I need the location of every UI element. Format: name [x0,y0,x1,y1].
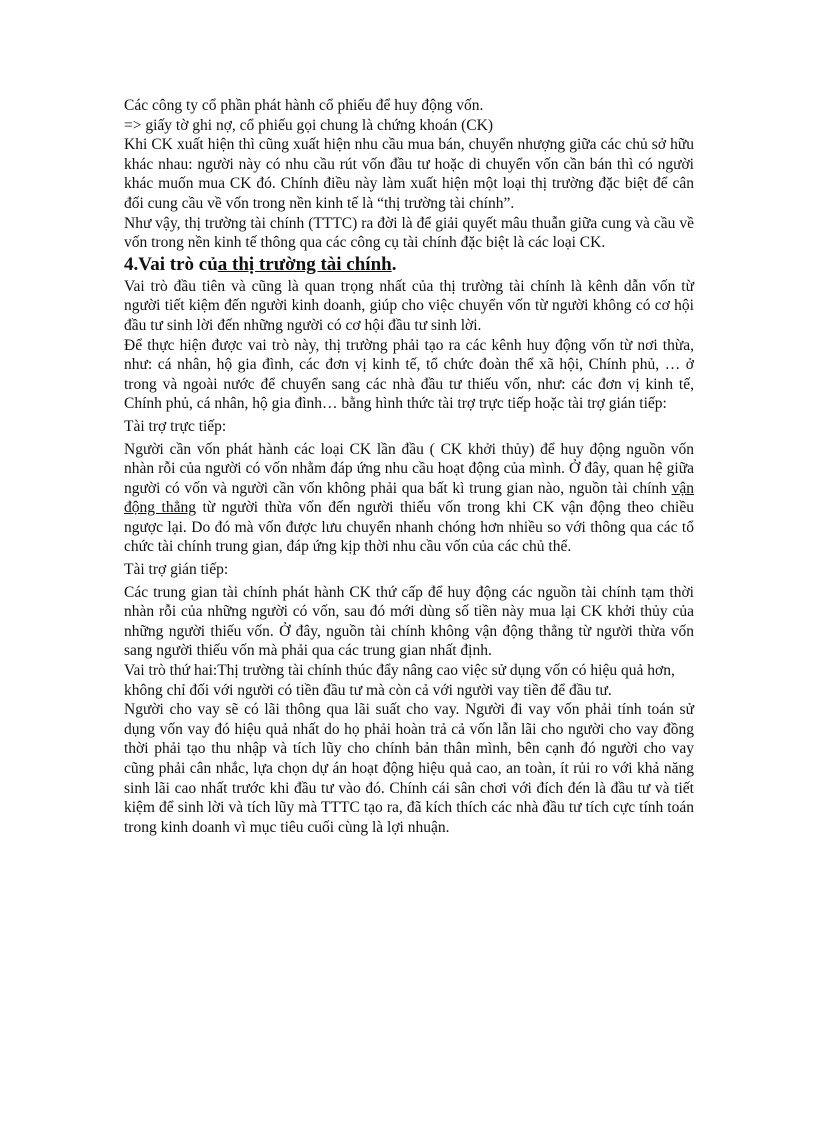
heading-text-underlined: a thị trường tài chính [217,253,392,275]
heading-number: 4. [124,253,139,275]
role1-paragraph: Vai trò đầu tiên và cũng là quan trọng nhất của thị trường tài chính là kênh dẫn vốn từ người tiết kiệm đến người kinh doanh, giúp cho việc chuyển vốn từ người không có cơ hội đầu tư sinh lời đến những người có cơ hội đầu tư sinh lời. [124,277,694,334]
direct-text-a: Người cần vốn phát hành các loại CK lần đầu ( CK khởi thủy) để huy động nguồn vốn nhàn rỗi của người có vốn nhằm đáp ứng nhu cầu hoạt động của mình. Ở đây, quan hệ giữa người có vốn và người cần vốn không phải qua bất kì trung gian nào, nguồn tài chính [124,440,694,497]
indirect-finance-paragraph: Các trung gian tài chính phát hành CK thứ cấp để huy động các nguồn tài chính tạm thời nhàn rỗi của những người có vốn, sau đó mới dùng số tiền này mua lại CK khởi thủy của những người thiếu vốn. Ở đây, nguồn tài chính không vận động thẳng từ người thừa vốn sang người thiếu vốn mà phải qua các trung gian nhất định. [124,583,694,660]
role1-detail-paragraph: Để thực hiện được vai trò này, thị trường phải tạo ra các kênh huy động vốn từ nơi thừa, như: cá nhân, hộ gia đình, các đơn vị kinh tế, tổ chức đoàn thể xã hội, Chính phủ, … ở trong và ngoài nước để chuyển sang các nhà đầu tư thiếu vốn, như: các đơn vị kinh tế, Chính phủ, cá nhân, hộ gia đình… bằng hình thức tài trợ trực tiếp hoặc tài trợ gián tiếp: [124,336,694,413]
role2-paragraph: Vai trò thứ hai:Thị trường tài chính thúc đẩy nâng cao việc sử dụng vốn có hiệu quả hơn, không chỉ đối với người có tiền đầu tư mà còn cả với người vay tiền để đầu tư. [124,662,675,699]
document-page [124,96,694,837]
direct-text-underlined: vận động thẳng [124,479,694,517]
intro-paragraph-tttc: Như vậy, thị trường tài chính (TTTC) ra đời là để giải quyết mâu thuẫn giữa cung và cầu về vốn trong nền kinh tế thông qua các công cụ tài chính đặc biệt là các loại CK. [124,214,694,252]
section-heading [124,253,694,277]
intro-paragraph-ck: Khi CK xuất hiện thì cũng xuất hiện nhu cầu mua bán, chuyển nhượng giữa các chủ sở hữu khác nhau: người này có nhu cầu rút vốn đầu tư hoặc di chuyển vốn cần bán thì có người khác muốn mua CK đó. Chính điều này làm xuất hiện một loại thị trường đặc biệt để cân đối cung cầu về vốn trong nền kinh tế là “thị trường tài chính”. [124,136,694,212]
indirect-finance-label: Tài trợ gián tiếp: [124,561,229,579]
role2-detail-paragraph: Người cho vay sẽ có lãi thông qua lãi suất cho vay. Người đi vay vốn phải tính toán sử dụng vốn vay đó hiệu quả nhất do họ phải hoàn trả cả vốn lẫn lãi cho người cho vay đồng thời phải tạo thu nhập và tích lũy cho chính bản thân mình, bên cạnh đó người cho vay cũng phải cân nhắc, lựa chọn dự án hoạt động hiệu quả cao, an toàn, ít rủi ro với khả năng sinh lãi cao nhất trước khi đầu tư vào đó. Chính cái sân chơi với đích đén là đầu tư và tiết kiệm để sinh lời và tích lũy mà TTTC tạo ra, đã kích thích các nhà đầu tư tích cực tính toán trong kinh doanh vì mục tiêu cuối cùng là lợi nhuận. [124,701,694,836]
intro-line-1: Các công ty cổ phần phát hành cổ phiếu để huy động vốn. [124,97,484,114]
direct-finance-label: Tài trợ trực tiếp: [124,417,227,435]
direct-text-b: từ người thừa vốn đến người thiếu vốn trong khi CK vận động theo chiều ngược lại. Do đó mà vốn được lưu chuyển nhanh chóng hơn nhiều so với thông qua các tổ chức tài chính trung gian, đáp ứng kịp thời nhu cầu vốn của các chủ thể. [124,499,694,556]
direct-finance-paragraph [124,440,694,558]
intro-line-2: => giấy tờ ghi nợ, cổ phiếu gọi chung là chứng khoán (CK) [124,116,494,134]
heading-text-plain: Vai trò củ [138,253,218,275]
heading-period: . [391,253,397,275]
